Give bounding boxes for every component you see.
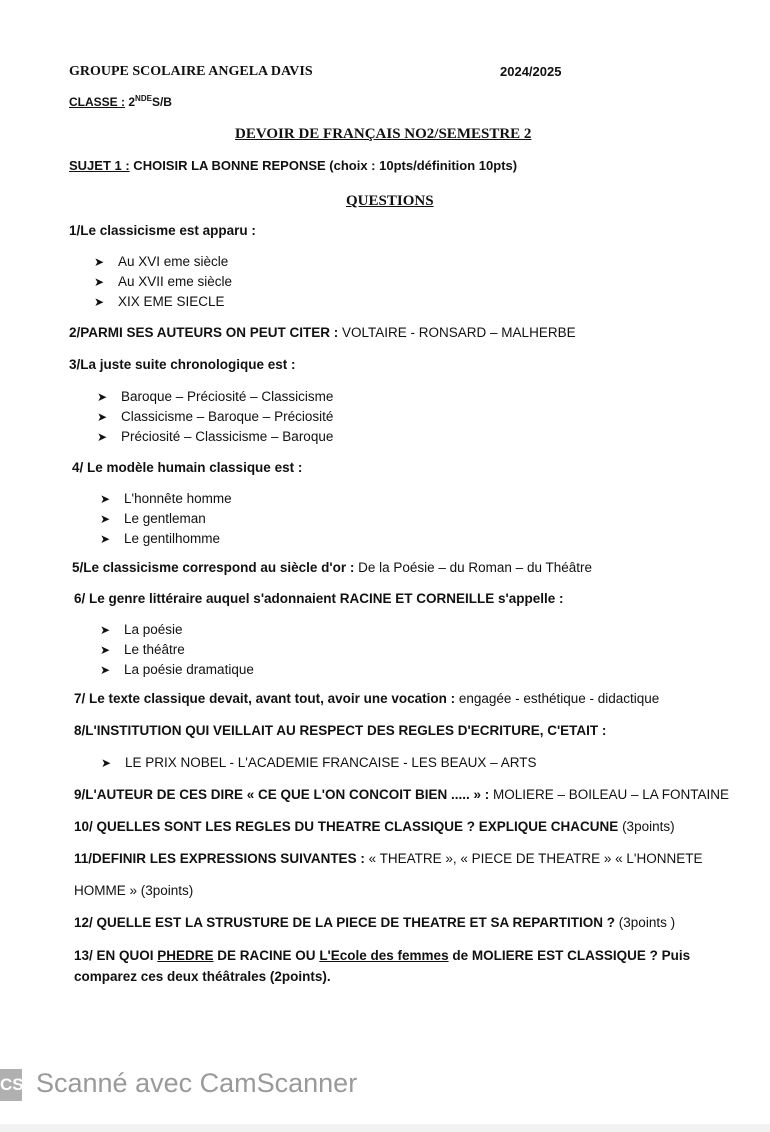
school-year: 2024/2025 — [500, 64, 562, 79]
question-7: 7/ Le texte classique devait, avant tout, avoir une vocation : engagée - esthétique - didactique — [74, 691, 660, 706]
arrow-bullet-icon: ➤ — [100, 512, 111, 526]
list-item: ➤ Le théâtre — [100, 642, 185, 657]
class-line — [69, 94, 172, 109]
class-value: 2NDES/B — [128, 94, 172, 109]
question-3: 3/La juste suite chronologique est : — [69, 357, 296, 372]
questions-heading: QUESTIONS — [346, 193, 434, 209]
question-11-line-2: HOMME » (3points) — [74, 883, 194, 898]
subject-line — [69, 158, 517, 173]
arrow-bullet-icon: ➤ — [94, 275, 105, 289]
arrow-bullet-icon: ➤ — [101, 756, 112, 770]
question-5: 5/Le classicisme correspond au siècle d'or : De la Poésie – du Roman – du Théâtre — [72, 560, 592, 575]
page-title: DEVOIR DE FRANÇAIS NO2/SEMESTRE 2 — [235, 126, 532, 142]
arrow-bullet-icon: ➤ — [100, 663, 111, 677]
school-name: GROUPE SCOLAIRE ANGELA DAVIS — [69, 64, 313, 79]
arrow-bullet-icon: ➤ — [97, 390, 108, 404]
list-item: ➤ Au XVII eme siècle — [94, 274, 233, 289]
subject-label: SUJET 1 : — [69, 158, 130, 173]
question-8: 8/L'INSTITUTION QUI VEILLAIT AU RESPECT DES REGLES D'ECRITURE, C'ETAIT : — [74, 723, 607, 738]
arrow-bullet-icon: ➤ — [97, 410, 108, 424]
arrow-bullet-icon: ➤ — [97, 430, 108, 444]
subject-text: CHOISIR LA BONNE REPONSE (choix : 10pts/définition 10pts) — [129, 158, 518, 173]
arrow-bullet-icon: ➤ — [94, 295, 105, 309]
phedre-title: PHEDRE — [157, 948, 214, 963]
arrow-bullet-icon: ➤ — [100, 623, 111, 637]
watermark-text: Scanné avec CamScanner — [36, 1068, 358, 1098]
list-item: ➤ La poésie dramatique — [100, 662, 254, 677]
question-11: 11/DEFINIR LES EXPRESSIONS SUIVANTES : « THEATRE », « PIECE DE THEATRE » « L'HONNETE — [74, 851, 703, 866]
list-item: ➤ Le gentleman — [100, 511, 206, 526]
question-2: 2/PARMI SES AUTEURS ON PEUT CITER : VOLTAIRE - RONSARD – MALHERBE — [69, 325, 576, 340]
class-label: CLASSE : — [69, 95, 126, 109]
list-item: ➤ Classicisme – Baroque – Préciosité — [97, 409, 334, 424]
arrow-bullet-icon: ➤ — [100, 492, 111, 506]
question-9: 9/L'AUTEUR DE CES DIRE « CE QUE L'ON CONCOIT BIEN ..... » : MOLIERE – BOILEAU – LA FONTAINE — [74, 787, 730, 802]
list-item: ➤ Préciosité – Classicisme – Baroque — [97, 429, 334, 444]
arrow-bullet-icon: ➤ — [94, 255, 105, 269]
list-item: ➤ XIX EME SIECLE — [94, 294, 225, 309]
list-item: ➤ Au XVI eme siècle — [94, 254, 229, 269]
ecole-des-femmes-title: L'Ecole des femmes — [319, 948, 449, 963]
list-item: ➤ L'honnête homme — [100, 491, 232, 506]
page-bottom-edge — [0, 1124, 770, 1132]
question-13: 13/ EN QUOI PHEDRE DE RACINE OU L'Ecole des femmes de MOLIERE EST CLASSIQUE ? Puis — [74, 948, 691, 963]
list-item: ➤ Le gentilhomme — [100, 531, 221, 546]
list-item: ➤ La poésie — [100, 622, 183, 637]
list-item: ➤ Baroque – Préciosité – Classicisme — [97, 389, 334, 404]
question-12: 12/ QUELLE EST LA STRUSTURE DE LA PIECE DE THEATRE ET SA REPARTITION ? (3points ) — [74, 915, 676, 930]
question-13-line-2: comparez ces deux théâtrales (2points). — [74, 969, 331, 984]
arrow-bullet-icon: ➤ — [100, 532, 111, 546]
list-item: ➤ LE PRIX NOBEL - L'ACADEMIE FRANCAISE - LES BEAUX – ARTS — [101, 755, 537, 770]
camscanner-watermark — [0, 1066, 420, 1106]
question-6: 6/ Le genre littéraire auquel s'adonnaient RACINE ET CORNEILLE s'appelle : — [74, 591, 564, 606]
camscanner-logo-icon: CS — [0, 1069, 22, 1101]
question-10: 10/ QUELLES SONT LES REGLES DU THEATRE CLASSIQUE ? EXPLIQUE CHACUNE (3points) — [74, 819, 675, 834]
arrow-bullet-icon: ➤ — [100, 643, 111, 657]
question-4: 4/ Le modèle humain classique est : — [72, 460, 303, 475]
question-1: 1/Le classicisme est apparu : — [69, 223, 256, 238]
